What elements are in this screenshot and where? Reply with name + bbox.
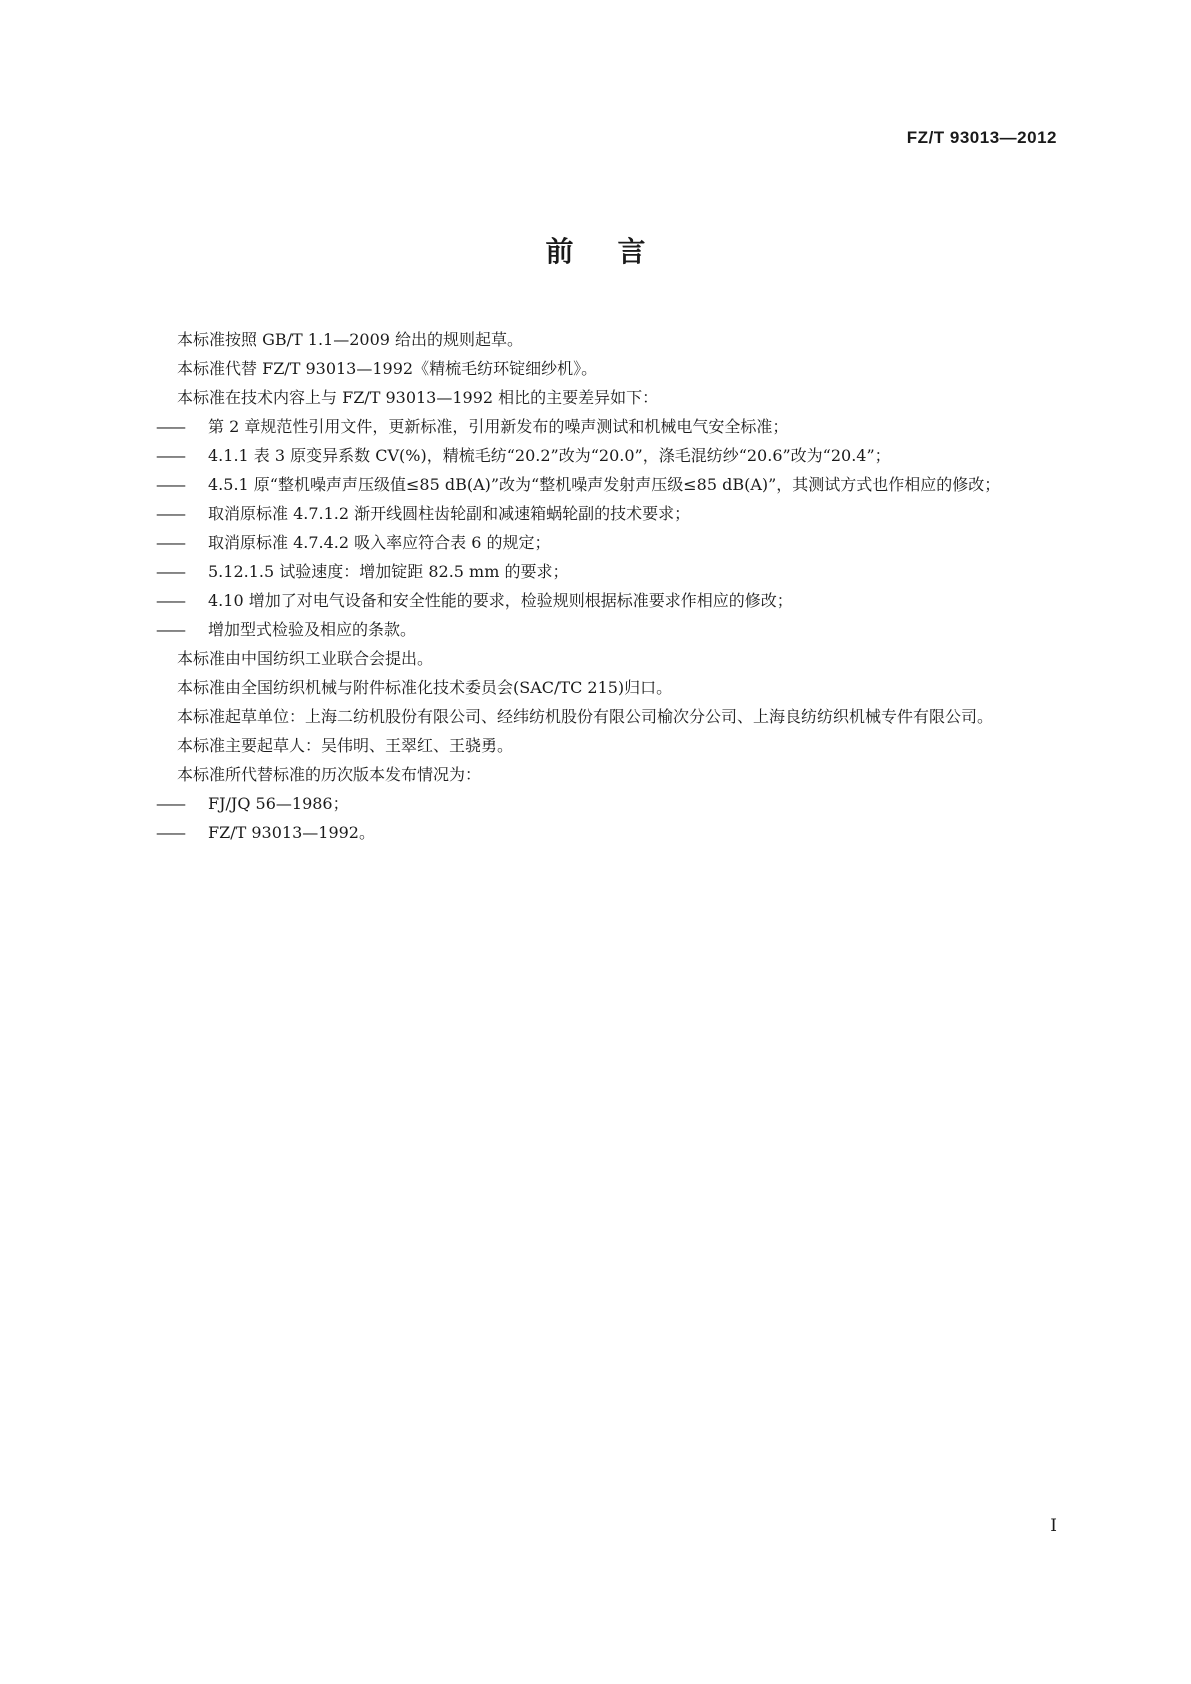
change-item: [156, 470, 1056, 499]
history-item-text: FZ/T 93013—1992。: [208, 823, 375, 842]
document-code: FZ/T 93013—2012: [906, 128, 1057, 147]
change-item: [156, 586, 1056, 615]
dash-marker: ——: [156, 823, 184, 842]
dash-marker: ——: [156, 446, 184, 465]
paragraph-replaces: 本标准代替 FZ/T 93013—1992《精梳毛纺环锭细纱机》。: [177, 359, 598, 378]
change-item-text: 4.5.1 原“整机噪声声压级值≤85 dB(A)”改为“整机噪声发射声压级≤85 dB(A)”，其测试方式也作相应的修改；: [208, 475, 1001, 494]
paragraph-centralized: 本标准由全国纺织机械与附件标准化技术委员会(SAC/TC 215)归口。: [177, 678, 673, 697]
paragraph-proposer: 本标准由中国纺织工业联合会提出。: [177, 649, 434, 668]
change-item-text: 5.12.1.5 试验速度：增加锭距 82.5 mm 的要求；: [208, 562, 569, 581]
page-title: 前言: [545, 235, 690, 268]
paragraph-drafting-units: 本标准起草单位：上海二纺机股份有限公司、经纬纺机股份有限公司榆次分公司、上海良纺纺织机械专件有限公司。: [177, 707, 994, 726]
dash-marker: ——: [156, 475, 184, 494]
paragraph-drafters: 本标准主要起草人：吴伟明、王翠红、王骁勇。: [177, 736, 514, 755]
change-item: [156, 412, 1056, 441]
change-item-text: 取消原标准 4.7.1.2 渐开线圆柱齿轮副和减速箱蜗轮副的技术要求；: [208, 504, 691, 523]
paragraph-history-intro: 本标准所代替标准的历次版本发布情况为：: [177, 765, 482, 784]
change-item-text: 第 2 章规范性引用文件，更新标准，引用新发布的噪声测试和机械电气安全标准；: [208, 417, 789, 436]
dash-marker: ——: [156, 417, 184, 436]
dash-marker: ——: [156, 591, 184, 610]
change-item: [156, 499, 1056, 528]
history-item: [156, 789, 1056, 818]
change-item: [156, 528, 1056, 557]
paragraph-differences-intro: 本标准在技术内容上与 FZ/T 93013—1992 相比的主要差异如下：: [177, 388, 659, 407]
page-number: I: [1050, 1516, 1057, 1536]
change-item-text: 4.1.1 表 3 原变异系数 CV(%)，精梳毛纺“20.2”改为“20.0”，涤毛混纺纱“20.6”改为“20.4”；: [208, 446, 891, 465]
change-item: [156, 441, 1056, 470]
dash-marker: ——: [156, 620, 184, 639]
foreword-body: [156, 325, 1056, 847]
change-item: [156, 557, 1056, 586]
change-item-text: 增加型式检验及相应的条款。: [208, 620, 417, 639]
dash-marker: ——: [156, 504, 184, 523]
change-item: [156, 615, 1056, 644]
paragraph-drafting-rules: 本标准按照 GB/T 1.1—2009 给出的规则起草。: [177, 330, 524, 349]
history-item: [156, 818, 1056, 847]
dash-marker: ——: [156, 562, 184, 581]
change-item-text: 取消原标准 4.7.4.2 吸入率应符合表 6 的规定；: [208, 533, 551, 552]
history-item-text: FJ/JQ 56—1986；: [208, 794, 349, 813]
change-item-text: 4.10 增加了对电气设备和安全性能的要求，检验规则根据标准要求作相应的修改；: [208, 591, 793, 610]
dash-marker: ——: [156, 533, 184, 552]
dash-marker: ——: [156, 794, 184, 813]
